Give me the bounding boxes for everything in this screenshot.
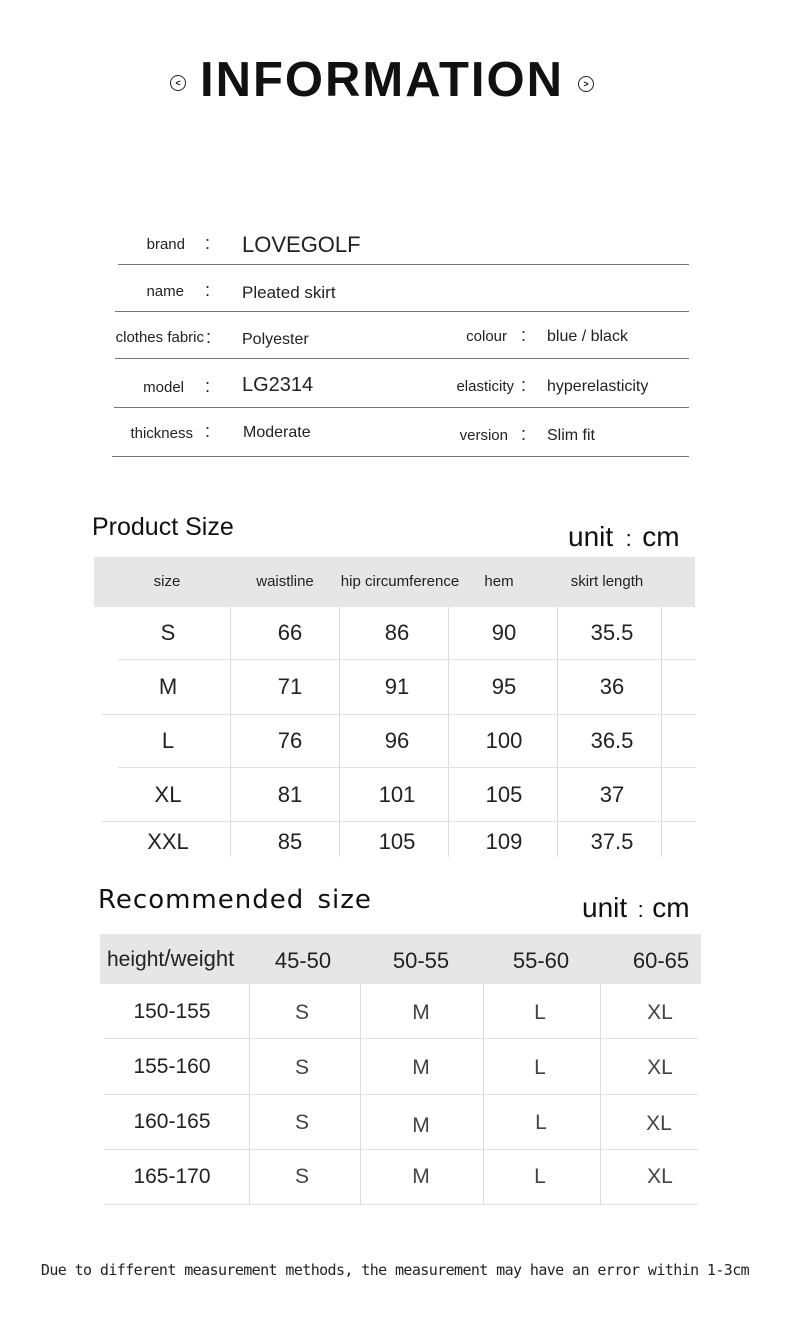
rc-cell: S	[294, 1165, 309, 1188]
info-label-version: version	[459, 427, 508, 444]
info-value-brand: LOVEGOLF	[242, 232, 361, 257]
rc-cell: M	[412, 1165, 430, 1188]
info-value-model: LG2314	[242, 374, 314, 396]
rc-height: 165-170	[133, 1165, 211, 1188]
info-value-elasticity: hyperelasticity	[547, 378, 649, 395]
grid-line	[102, 714, 696, 715]
grid-line	[448, 607, 449, 857]
rc-cell: XL	[647, 1165, 673, 1188]
info-colon: :	[205, 280, 211, 300]
unit-colon: :	[625, 526, 632, 551]
product-size-title: Product Size	[92, 513, 234, 541]
left-arrow-icon: <	[170, 75, 186, 91]
ps-cell: 36	[599, 674, 625, 699]
rc-height: 155-160	[133, 1055, 211, 1078]
ps-header-hem: hem	[484, 573, 514, 590]
ps-cell: 86	[384, 620, 410, 645]
info-value-thickness: Moderate	[243, 424, 311, 441]
grid-line	[104, 1038, 698, 1039]
ps-cell: 105	[485, 782, 523, 807]
grid-line	[118, 659, 696, 660]
ps-cell: 91	[384, 674, 410, 699]
ps-header-skirt-length: skirt length	[570, 573, 644, 590]
rc-corner-height: height	[107, 948, 165, 971]
rc-cell: XL	[647, 1056, 673, 1079]
info-colon: :	[205, 376, 211, 396]
ps-cell: XXL	[147, 829, 189, 854]
info-value-fabric: Polyester	[242, 331, 309, 348]
product-size-unit	[568, 521, 680, 553]
rc-cell: S	[294, 1111, 309, 1134]
rc-cell: L	[534, 1165, 546, 1188]
rc-header-weight: 55-60	[512, 948, 570, 973]
ps-header-waistline: waistline	[256, 573, 314, 590]
grid-line	[102, 821, 696, 822]
info-colon: :	[205, 233, 211, 253]
unit-label: unit	[568, 521, 614, 552]
measurement-note: Due to different measurement methods, the measurement may have an error within 1-3cm	[40, 1261, 750, 1279]
info-value-name: Pleated skirt	[242, 283, 336, 302]
ps-cell: 96	[384, 728, 410, 753]
ps-header-hip: hip circumference	[340, 573, 460, 590]
ps-cell: 101	[378, 782, 416, 807]
rc-corner-weight: weight	[170, 946, 235, 971]
rc-cell: L	[535, 1111, 547, 1134]
rc-cell: M	[412, 1001, 430, 1024]
divider	[118, 264, 689, 265]
info-label-name: name	[146, 283, 184, 300]
info-label-brand: brand	[146, 236, 185, 253]
ps-cell: 37	[599, 782, 625, 807]
ps-cell: 71	[277, 674, 303, 699]
ps-cell: L	[161, 728, 175, 753]
grid-line	[230, 607, 231, 857]
rc-cell: S	[294, 1056, 309, 1079]
info-colon: :	[205, 421, 211, 441]
rc-corner-header	[107, 945, 234, 972]
rc-cell: XL	[647, 1001, 673, 1024]
grid-line	[104, 1149, 698, 1150]
info-label-thickness: thickness	[130, 425, 193, 442]
ps-cell: 95	[491, 674, 517, 699]
grid-line	[661, 607, 662, 857]
ps-cell: 85	[277, 829, 303, 854]
ps-cell: XL	[154, 782, 182, 807]
grid-line	[104, 1204, 698, 1205]
grid-line	[339, 607, 340, 857]
divider	[115, 311, 689, 312]
recommended-unit	[582, 892, 690, 924]
rc-height: 150-155	[133, 1000, 211, 1023]
ps-cell: S	[160, 620, 176, 645]
grid-line	[118, 767, 696, 768]
ps-cell: 35.5	[590, 620, 634, 645]
ps-cell: M	[158, 674, 178, 699]
recommended-title: Recommended size	[98, 885, 372, 915]
info-label-model: model	[143, 379, 184, 396]
unit-colon: :	[637, 897, 644, 922]
page-title: INFORMATION	[199, 53, 565, 107]
info-colon: :	[206, 327, 212, 347]
divider	[114, 407, 689, 408]
rc-corner-slash: /	[164, 945, 171, 971]
divider	[115, 358, 689, 359]
ps-cell: 100	[485, 728, 523, 753]
rc-cell: M	[412, 1056, 430, 1079]
ps-cell: 81	[277, 782, 303, 807]
ps-header-size: size	[153, 573, 181, 590]
grid-line	[557, 607, 558, 857]
info-colon: :	[521, 375, 527, 395]
ps-cell: 36.5	[590, 728, 634, 753]
info-colon: :	[521, 424, 527, 444]
divider	[112, 456, 689, 457]
info-colon: :	[521, 325, 527, 345]
ps-cell: 76	[277, 728, 303, 753]
unit-value: cm	[652, 892, 690, 923]
info-label-colour: colour	[466, 328, 507, 345]
info-value-version: Slim fit	[547, 427, 595, 444]
info-label-fabric: clothes fabric	[115, 329, 204, 346]
info-label-elasticity: elasticity	[456, 378, 514, 395]
rc-height: 160-165	[133, 1110, 211, 1133]
ps-cell: 109	[485, 829, 523, 854]
info-value-colour: blue / black	[547, 328, 628, 345]
ps-cell: 66	[277, 620, 303, 645]
rc-cell: S	[294, 1001, 309, 1024]
rc-cell: XL	[646, 1112, 672, 1135]
ps-cell: 90	[491, 620, 517, 645]
rc-header-weight: 50-55	[392, 948, 450, 973]
rc-header-weight: 60-65	[632, 948, 690, 973]
ps-cell: 37.5	[590, 829, 634, 854]
unit-label: unit	[582, 892, 628, 923]
ps-cell: 105	[378, 829, 416, 854]
rc-cell: L	[534, 1001, 546, 1024]
grid-line	[104, 1094, 698, 1095]
rc-cell: L	[534, 1056, 546, 1079]
rc-cell: M	[412, 1114, 430, 1137]
rc-header-weight: 45-50	[274, 948, 332, 973]
right-arrow-icon: >	[578, 76, 594, 92]
unit-value: cm	[642, 521, 680, 552]
